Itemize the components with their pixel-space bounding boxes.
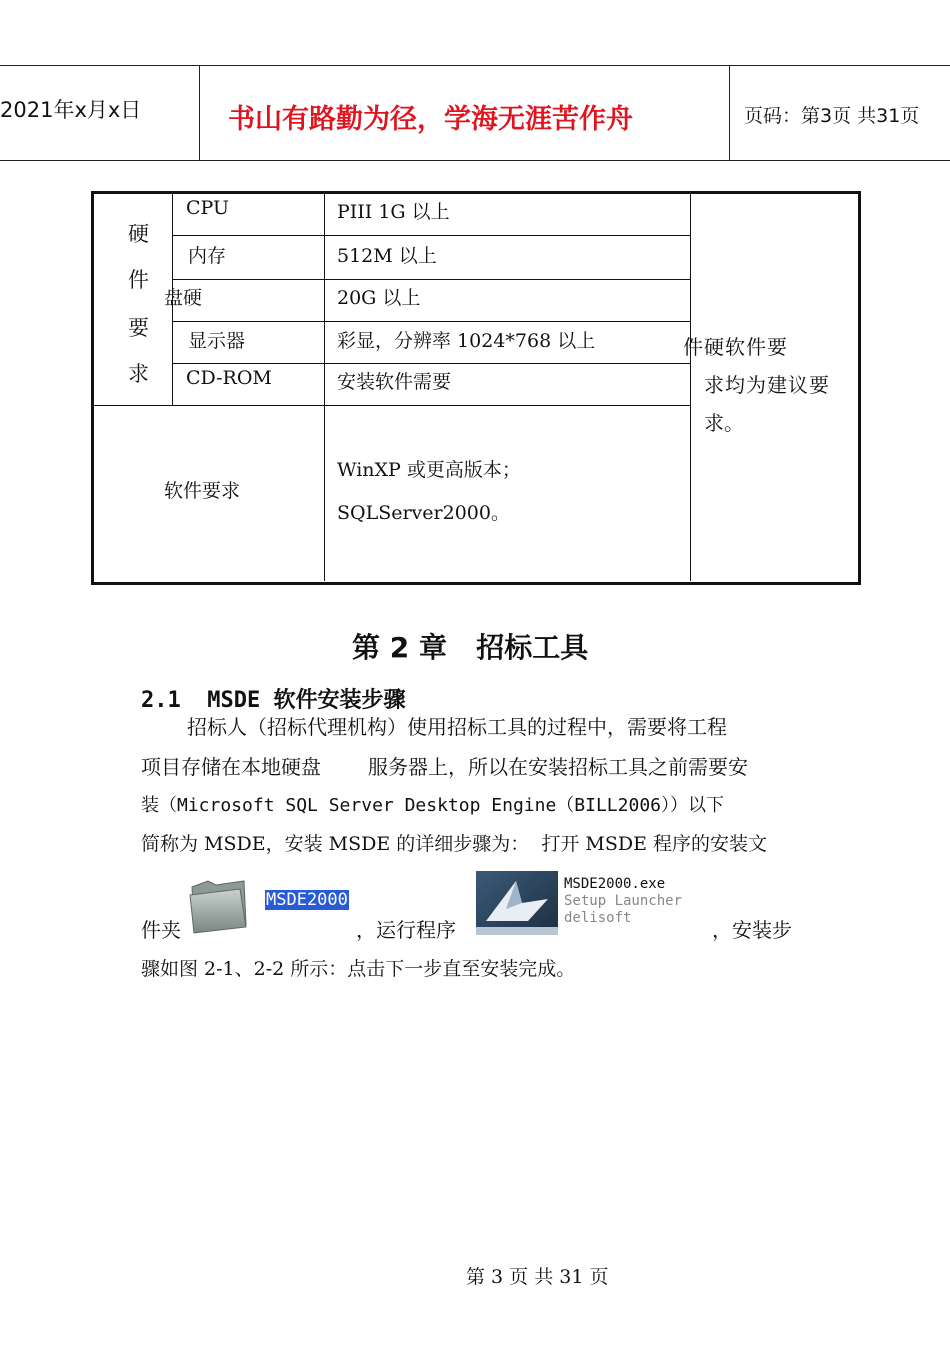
table-value-cdrom: 安装软件需要 [337,371,452,393]
section-title: 2.1 MSDE 软件安装步骤 [141,688,406,713]
setup-launcher-label[interactable] [564,876,682,927]
launcher-vendor: delisoft [564,910,632,926]
table-rule [172,235,690,236]
table-value-cpu: PIII 1G 以上 [337,201,450,223]
folder-name-label[interactable]: MSDE2000 [266,890,348,910]
table-note-line: 求均为建议要 [704,373,830,397]
setup-launcher-graphic [476,871,558,935]
body-line: 项目存储在本地硬盘 [141,755,321,779]
table-rule [690,193,691,581]
table-rule [172,279,690,280]
table-item-disk: 盘硬 [164,287,203,309]
body-line: 招标人（招标代理机构）使用招标工具的过程中，需要将工程 [187,715,727,739]
table-value-display: 彩显，分辨率 1024*768 以上 [337,330,596,352]
table-item-cpu: CPU [186,197,230,219]
folder-icon[interactable] [188,873,250,935]
hardware-label-char: 求 [128,362,149,386]
header-divider [199,66,200,161]
hardware-label-char: 要 [128,316,149,340]
launcher-filename: MSDE2000.exe [564,876,666,892]
header-top-rule [0,65,950,66]
table-value-memory: 512M 以上 [337,245,437,267]
chapter-title: 第 2 章 招标工具 [352,631,589,664]
software-requirement-line: SQLServer2000。 [337,502,510,524]
hardware-label-char: 硬 [128,222,149,246]
table-item-memory: 内存 [188,245,227,267]
table-value-disk: 20G 以上 [337,287,421,309]
header-motto: 书山有路勤为径，学海无涯苦作舟 [228,104,633,135]
body-line: 简称为 MSDE，安装 MSDE 的详细步骤为： 打开 MSDE 程序的安装文 [141,833,767,855]
body-line: ，运行程序 [356,918,456,942]
body-line-text: 装（Microsoft SQL Server Desktop Engine（BILL2006））以下 [141,795,724,816]
header-divider [729,66,730,161]
software-requirement-label: 软件要求 [164,480,241,502]
body-line: ，安装步 [712,918,792,942]
header-bottom-rule [0,160,950,161]
body-line [141,791,724,817]
software-requirement-line: WinXP 或更高版本； [337,459,521,481]
table-item-display: 显示器 [188,330,246,352]
table-rule [172,321,690,322]
header-page-number: 页码：第3页 共31页 [744,105,920,127]
page-footer: 第 3 页 共 31 页 [466,1266,609,1288]
table-rule [324,193,325,581]
setup-launcher-icon[interactable] [476,871,558,935]
table-rule [93,405,690,406]
table-note-line: 件硬软件要 [683,335,788,359]
table-note-line: 求。 [704,411,744,435]
table-rule [172,363,690,364]
body-line: 件夹 [141,918,181,942]
body-line: 服务器上，所以在安装招标工具之前需要安 [368,755,748,779]
folder-icon-graphic [188,873,250,935]
hardware-label-char: 件 [128,268,149,292]
body-line: 骤如图 2-1、2-2 所示：点击下一步直至安装完成。 [141,958,576,980]
launcher-description: Setup Launcher [564,893,683,909]
table-item-cdrom: CD-ROM [186,367,272,389]
header-date: 2021年x月x日 [0,98,142,122]
